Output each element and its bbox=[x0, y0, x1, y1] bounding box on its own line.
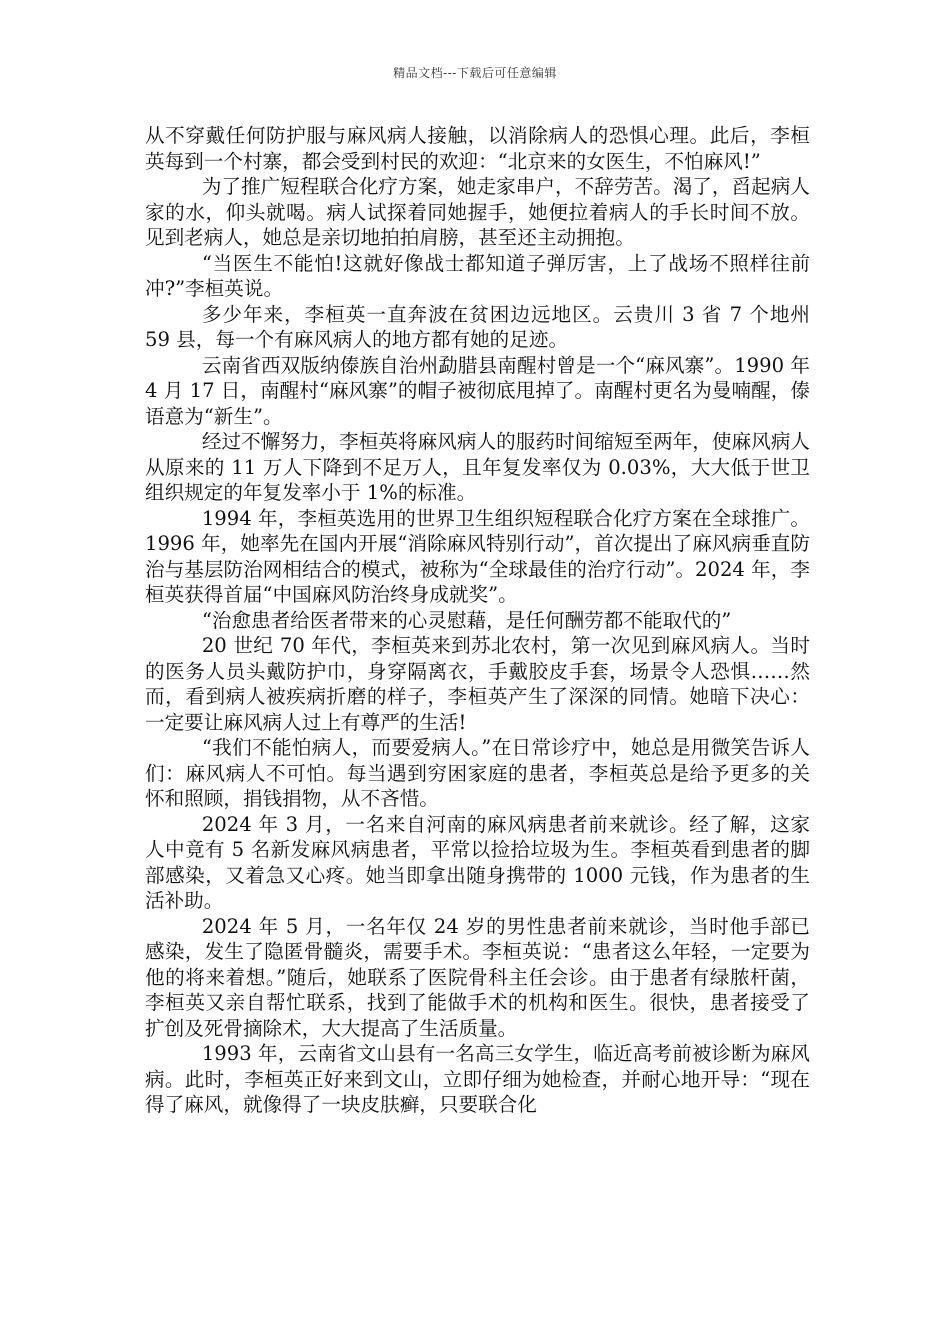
paragraph: “我们不能怕病人，而要爱病人。”在日常诊疗中，她总是用微笑告诉人们：麻风病人不可怕。每当遇到穷困家庭的患者，李桓英总是给予更多的关怀和照顾，捐钱捐物，从不吝惜。 bbox=[145, 736, 810, 810]
page-header: 精品文档---下载后可任意编辑 bbox=[393, 66, 557, 80]
paragraph: 2024 年 3 月，一名来自河南的麻风病患者前来就诊。经了解，这家人中竟有 5 名新发麻风病患者，平常以捡拾垃圾为生。李桓英看到患者的脚部感染，又着急又心疼。她当即拿出随身携带的 1000 元钱，作为患者的生活补助。 bbox=[145, 812, 810, 912]
paragraph: 1994 年，李桓英选用的世界卫生组织短程联合化疗方案在全球推广。1996 年，她率先在国内开展“消除麻风特别行动”，首次提出了麻风病垂直防治与基层防治网相结合的模式，被称为“全球最佳的治疗行动”。2024 年，李桓英获得首届“中国麻风防治终身成就奖”。 bbox=[145, 506, 810, 606]
paragraph: 为了推广短程联合化疗方案，她走家串户，不辞劳苦。渴了，舀起病人家的水，仰头就喝。病人试探着同她握手，她便拉着病人的手长时间不放。见到老病人，她总是亲切地拍拍肩膀，甚至还主动拥抱。 bbox=[145, 175, 810, 249]
paragraph: 经过不懈努力，李桓英将麻风病人的服药时间缩短至两年，使麻风病人从原来的 11 万人下降到不足万人，且年复发率仅为 0.03%，大大低于世卫组织规定的年复发率小于 1%的标准。 bbox=[145, 430, 810, 504]
paragraph: 20 世纪 70 年代，李桓英来到苏北农村，第一次见到麻风病人。当时的医务人员头戴防护巾，身穿隔离衣，手戴胶皮手套，场景令人恐惧……然而，看到病人被疾病折磨的样子，李桓英产生了深深的同情。她暗下决心：一定要让麻风病人过上有尊严的生活! bbox=[145, 634, 810, 734]
paragraph: 2024 年 5 月，一名年仅 24 岁的男性患者前来就诊，当时他手部已感染，发生了隐匿骨髓炎，需要手术。李桓英说：“患者这么年轻，一定要为他的将来着想。”随后，她联系了医院骨科主任会诊。由于患者有绿脓杆菌，李桓英又亲自帮忙联系，找到了能做手术的机构和医生。很快，患者接受了扩创及死骨摘除术，大大提高了生活质量。 bbox=[145, 914, 810, 1040]
paragraph: 1993 年，云南省文山县有一名高三女学生，临近高考前被诊断为麻风病。此时，李桓英正好来到文山，立即仔细为她检查，并耐心地开导：“现在得了麻风，就像得了一块皮肤癣，只要联合化 bbox=[145, 1042, 810, 1116]
section-heading: “治愈患者给医者带来的心灵慰藉，是任何酬劳都不能取代的” bbox=[201, 608, 732, 632]
paragraph: 云南省西双版纳傣族自治州勐腊县南醒村曾是一个“麻风寨”。1990 年 4 月 17 日，南醒村“麻风寨”的帽子被彻底甩掉了。南醒村更名为曼喃醒，傣语意为“新生”。 bbox=[145, 353, 810, 428]
paragraph: 从不穿戴任何防护服与麻风病人接触，以消除病人的恐惧心理。此后，李桓英每到一个村寨，都会受到村民的欢迎：“北京来的女医生，不怕麻风!” bbox=[145, 124, 810, 173]
document-body bbox=[145, 123, 810, 1118]
paragraph: 多少年来，李桓英一直奔波在贫困边远地区。云贵川 3 省 7 个地州 59 县，每一个有麻风病人的地方都有她的足迹。 bbox=[145, 302, 810, 351]
paragraph: “当医生不能怕!这就好像战士都知道子弹厉害，上了战场不照样往前冲?”李桓英说。 bbox=[145, 251, 810, 300]
